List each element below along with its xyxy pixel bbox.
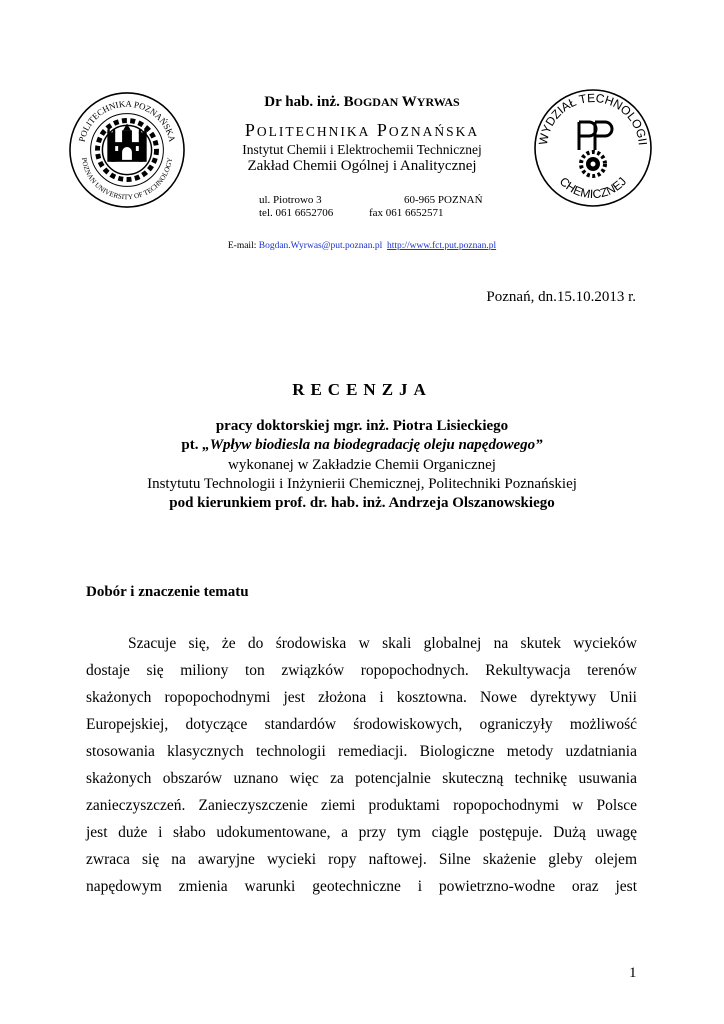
author-name: Dr hab. inż. BOGDAN WYRWAS [264,94,460,110]
paragraph-line: jest duże i słabo udokumentowane, a przy tym ciągle postępuje. Dużą uwagę [86,824,637,841]
paragraph-line: stosowania klasycznych technologii remediacji. Biologiczne metody uzdatniania [86,743,637,760]
paragraph-line: Europejskiej, dotyczące standardów środowiskowych, ograniczyły możliwość [86,716,637,733]
supervisor-line: pod kierunkiem prof. dr. hab. inż. Andrzeja Olszanowskiego [169,495,555,511]
department-name: Zakład Chemii Ogólnej i Analitycznej [247,158,477,174]
section-heading: Dobór i znaczenie tematu [86,584,249,600]
website-link[interactable]: http://www.fct.put.poznan.pl [386,241,497,251]
paragraph-line: zanieczyszczeń. Zanieczyszczenie ziemi produktami ropopochodnymi w Polsce [86,797,637,814]
right-logo-bottom-text: CHEMICZNEJ [556,174,630,202]
subtitle-line: Instytutu Technologii i Inżynierii Chemicznej, Politechniki Poznańskiej [147,476,577,492]
email-label: E-mail: [227,241,259,251]
subtitle-line: wykonanej w Zakładzie Chemii Organicznej [228,457,496,473]
document-title: RECENZJA [292,380,432,399]
phone-number: tel. 061 6652706 [259,207,334,219]
thesis-title: „Wpływ biodiesla na biodegradację oleju napędowego” [202,437,543,453]
paragraph-line: dostaje się miliony ton związków ropopochodnych. Rekultywacja terenów [86,662,637,679]
email-link[interactable]: Bogdan.Wyrwas@put.poznan.pl [258,241,383,251]
institute-name: Instytut Chemii i Elektrochemii Technicznej [242,142,482,157]
svg-text:CHEMICZNEJ [557,174,629,201]
paragraph-line: napędowym zmienia warunki geotechniczne i powietrzno-wodne oraz jest [86,878,637,895]
left-logo-top-text: POLITECHNIKA POZNAŃSKA [76,98,178,143]
contact-line [0,241,724,251]
paragraph-line: zwraca się na awaryjne wycieki ropy naftowej. Silne skażenie gleby olejem [86,851,637,868]
university-name: POLITECHNIKA POZNAŃSKA [244,120,480,140]
paragraph-line: skażonych obszarów uznano więc za potencjalnie skuteczną technikę usuwania [86,770,637,787]
address-city: 60-965 POZNAŃ [404,194,483,206]
left-logo-bottom-text: POZNAN UNIVERSITY OF TECHNOLOGY [79,157,175,202]
subtitle-line: pracy doktorskiej mgr. inż. Piotra Lisieckiego [215,418,509,434]
right-logo-top-text: WYDZIAŁ TECHNOLOGII [535,90,650,147]
address-street: ul. Piotrowo 3 [259,194,322,206]
document-date: Poznań, dn.15.10.2013 r. [486,289,636,305]
fax-number: fax 061 6652571 [369,207,444,219]
paragraph-line: skażonych ropopochodnymi jest złożona i kosztowna. Nowe dyrektywy Unii [86,689,637,706]
paragraph-line: Szacuje się, że do środowiska w skali globalnej na skutek wycieków [128,635,637,652]
page-number: 1 [629,965,637,981]
thesis-title-line: pt. „Wpływ biodiesla na biodegradację oleju napędowego” [181,437,543,453]
